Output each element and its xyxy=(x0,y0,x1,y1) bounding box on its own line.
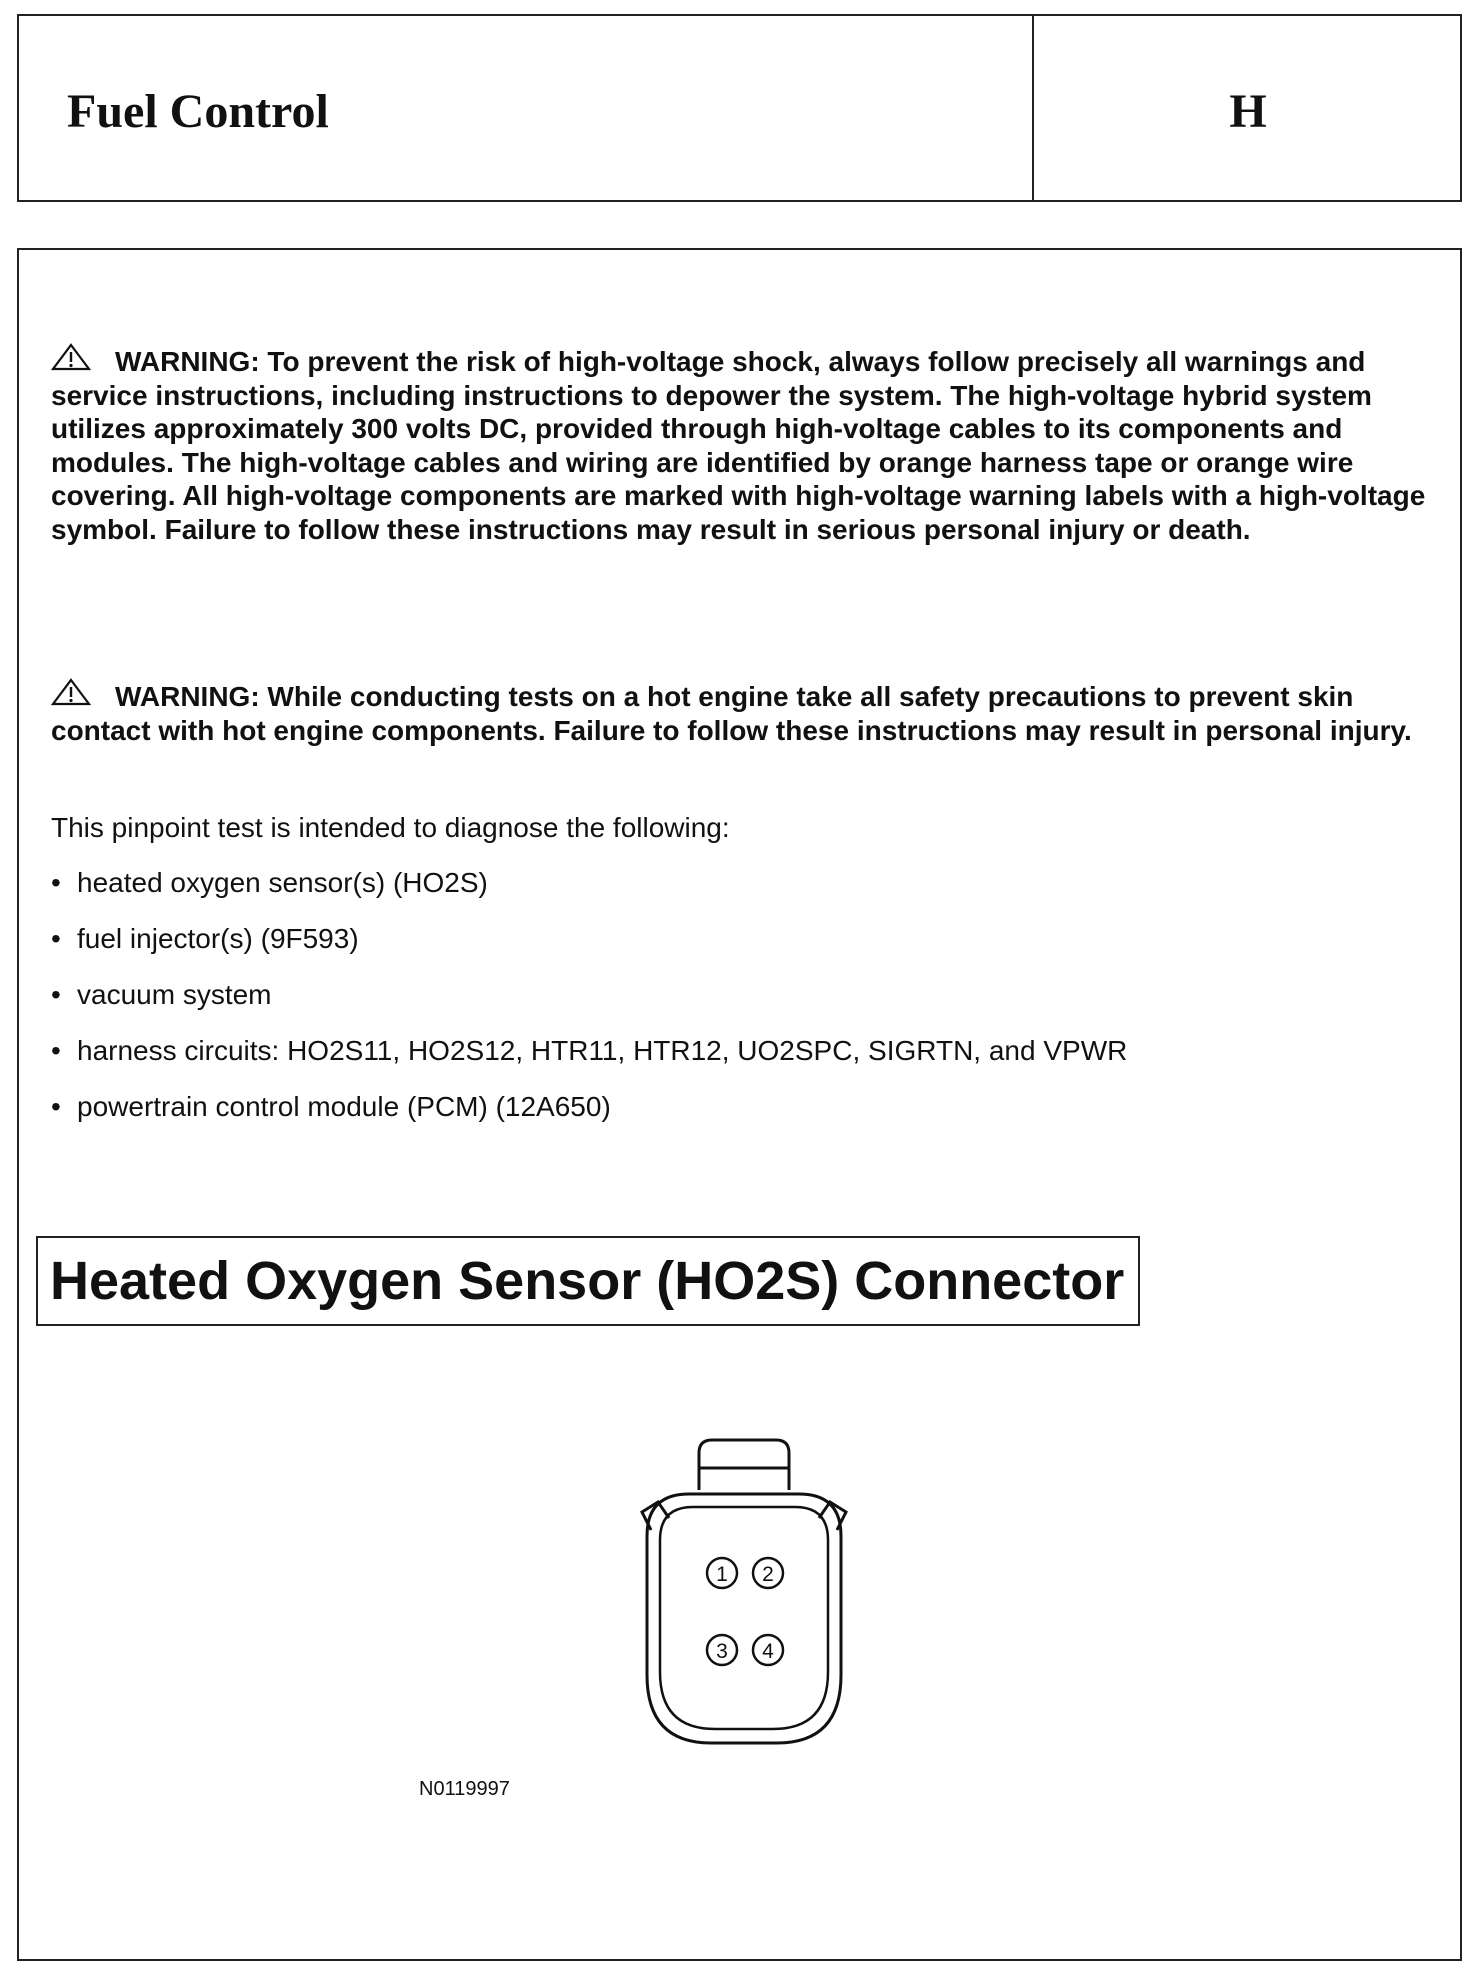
bullet-icon: • xyxy=(51,867,61,898)
bullet-icon: • xyxy=(51,1035,61,1066)
warning-triangle-icon xyxy=(51,343,115,371)
warning-triangle-icon xyxy=(51,678,115,706)
figure-id: N0119997 xyxy=(419,1778,510,1800)
bullet-icon: • xyxy=(51,923,61,954)
warning-text: WARNING: While conducting tests on a hot engine take all safety precautions to prevent skin contact with hot engine components. Failure to follow these instructions may result in personal injury. xyxy=(51,681,1412,746)
page-title: Fuel Control xyxy=(67,85,329,138)
pin-label: 2 xyxy=(762,1563,774,1586)
pin-3 xyxy=(707,1635,737,1665)
pin-label: 4 xyxy=(762,1640,774,1663)
list-item xyxy=(51,1090,1127,1146)
list-item-text: fuel injector(s) (9F593) xyxy=(77,923,359,954)
pin-label: 3 xyxy=(716,1640,728,1663)
pin-2 xyxy=(753,1558,783,1588)
list-item-text: harness circuits: HO2S11, HO2S12, HTR11, HTR12, UO2SPC, SIGRTN, and VPWR xyxy=(77,1035,1128,1066)
header-box xyxy=(17,14,1462,202)
pin-1 xyxy=(707,1558,737,1588)
list-item xyxy=(51,866,1127,922)
pin-4 xyxy=(753,1635,783,1665)
warning-text: WARNING: To prevent the risk of high-voltage shock, always follow precisely all warnings and service instructions, including instructions to depower the system. The high-voltage hybrid system utilizes approximately 300 volts DC, provided through high-voltage cables to its components and modules. The high-voltage cables and wiring are identified by orange harness tape or orange wire covering. All high-voltage components are marked with high-voltage warning labels with a high-voltage symbol. Failure to follow these instructions may result in serious personal injury or death. xyxy=(51,346,1426,545)
section-title: Heated Oxygen Sensor (HO2S) Connector xyxy=(36,1236,1140,1326)
warning-high-voltage xyxy=(51,343,1441,546)
section-code: H xyxy=(1229,85,1267,138)
bullet-icon: • xyxy=(51,1091,61,1122)
diagnosis-list xyxy=(51,866,1127,1146)
connector-body-inner xyxy=(660,1507,828,1729)
list-item xyxy=(51,978,1127,1034)
warning-hot-engine xyxy=(51,678,1441,747)
list-item xyxy=(51,1034,1127,1090)
pin-label: 1 xyxy=(716,1563,728,1586)
list-item xyxy=(51,922,1127,978)
bullet-icon: • xyxy=(51,979,61,1010)
connector-latch xyxy=(699,1440,789,1490)
list-item-text: powertrain control module (PCM) (12A650) xyxy=(77,1091,611,1122)
intro-text: This pinpoint test is intended to diagnose the following: xyxy=(51,812,730,843)
connector-diagram xyxy=(619,1420,869,1765)
connector-body-outer xyxy=(647,1494,841,1743)
content-box xyxy=(17,248,1462,1961)
list-item-text: vacuum system xyxy=(77,979,272,1010)
list-item-text: heated oxygen sensor(s) (HO2S) xyxy=(77,867,488,898)
